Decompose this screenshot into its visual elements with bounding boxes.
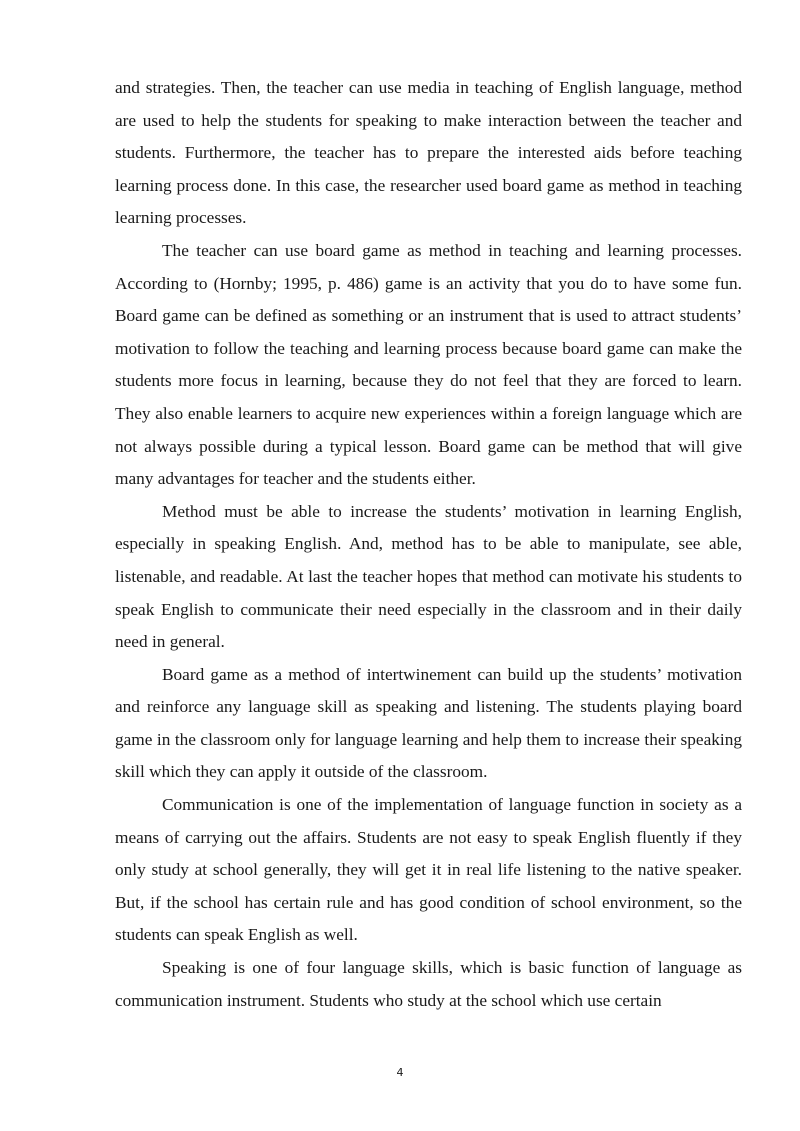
- page-number: 4: [396, 1066, 404, 1079]
- paragraph-continuation: and strategies. Then, the teacher can use media in teaching of English language, method are used to help the students for speaking to make interaction between the teacher and students. Furthermore, the teacher has to prepare the interested aids before teaching learning process done. In this case, the researcher used board game as method in teaching learning processes.: [115, 78, 742, 228]
- paragraph-speaking: Speaking is one of four language skills, which is basic function of language as communication instrument. Students who study at the school which use certain: [115, 958, 742, 1010]
- body-text: [115, 72, 742, 1017]
- paragraph-intertwinement: Board game as a method of intertwinement can build up the students’ motivation and reinforce any language skill as speaking and listening. The students playing board game in the classroom only for language learning and help them to increase their speaking skill which they can apply it outside of the classroom.: [115, 664, 742, 782]
- paragraph-method-motivation: Method must be able to increase the students’ motivation in learning English, especially in speaking English. And, method has to be able to manipulate, see able, listenable, and readable. At last the teacher hopes that method can motivate his students to speak English to communicate their need especially in the classroom and in their daily need in general.: [115, 501, 742, 652]
- paragraph-communication: Communication is one of the implementation of language function in society as a means of carrying out the affairs. Students are not easy to speak English fluently if they only study at school generally, they will get it in real life listening to the native speaker. But, if the school has certain rule and has good condition of school environment, so the students can speak English as well.: [115, 795, 742, 945]
- paragraph-board-game-method: The teacher can use board game as method in teaching and learning processes. According to (Hornby; 1995, p. 486) game is an activity that you do to have some fun. Board game can be defined as something or an instrument that is used to attract students’ motivation to follow the teaching and learning process because board game can make the students more focus in learning, because they do not feel that they are forced to learn. They also enable learners to acquire new experiences within a foreign language which are not always possible during a typical lesson. Board game can be method that will give many advantages for teacher and the students either.: [115, 240, 742, 489]
